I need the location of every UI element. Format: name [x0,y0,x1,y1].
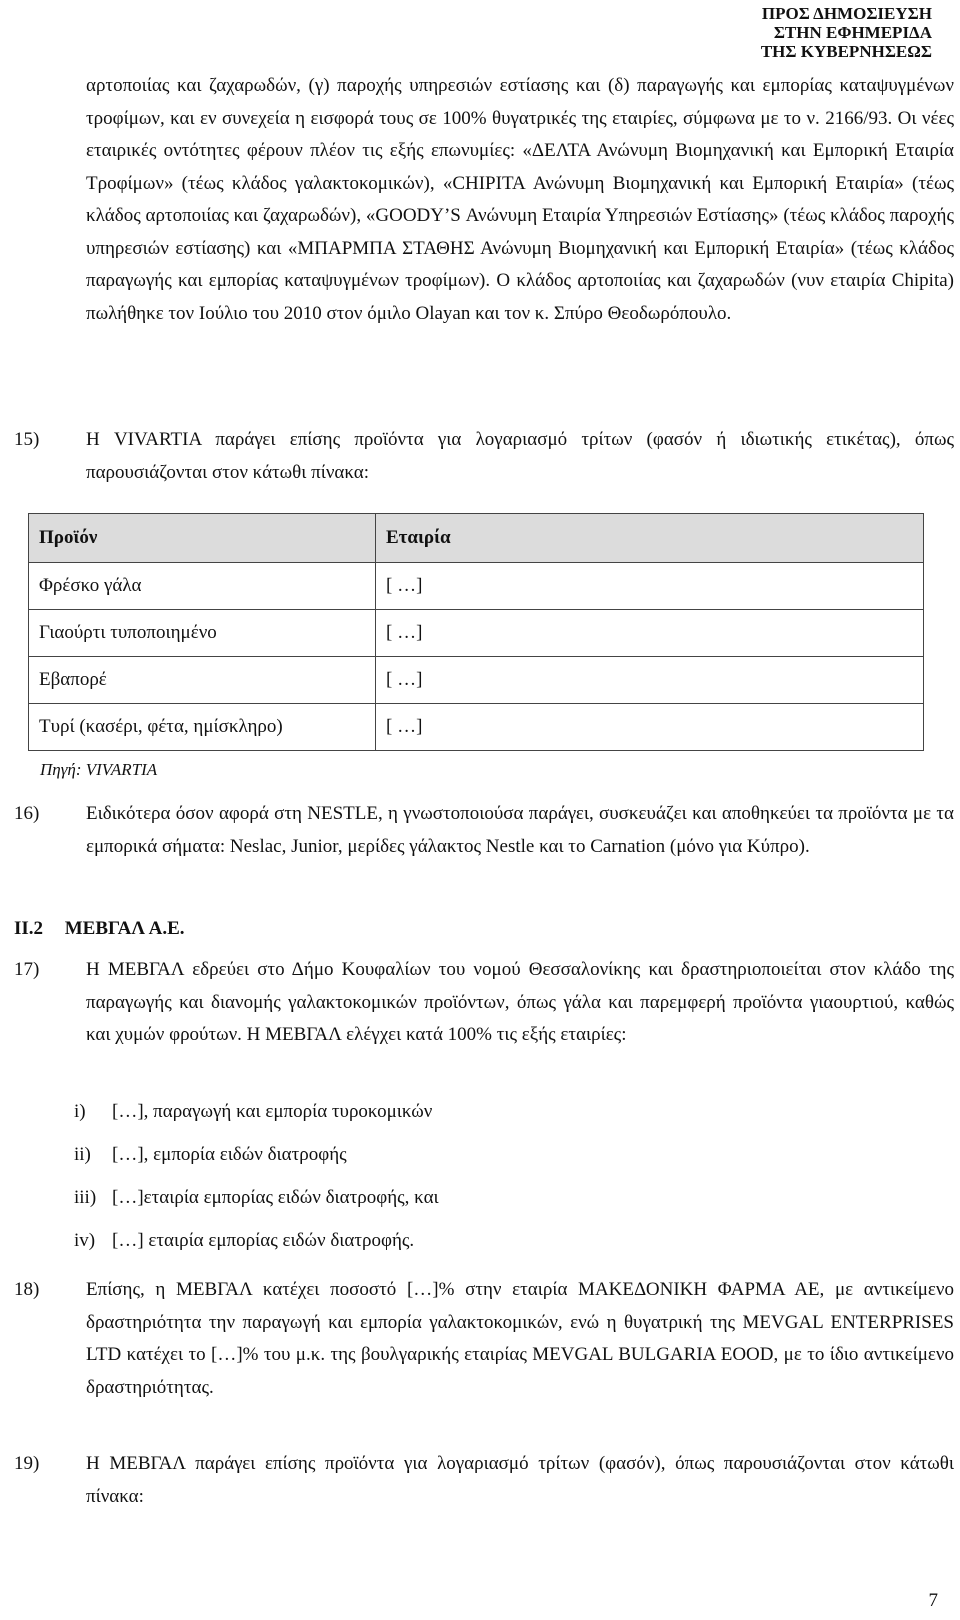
intro-paragraph: αρτοποιίας και ζαχαρωδών, (γ) παροχής υπηρεσιών εστίασης και (δ) παραγωγής και εμπορίας καταψυγμένων τροφίμων, και εν συνεχεία η εισφορά τους σε 100% θυγατρικές της εταιρίες, σύμφωνα με το ν. 2166/93. Οι νέες εταιρικές οντότητες φέρουν πλέον τις εξής επωνυμίες: «ΔΕΛΤΑ Ανώνυμη Βιομηχανική και Εμπορική Εταιρία Τροφίμων» (τέως κλάδος γαλακτοκομικών), «CHIPITA Ανώνυμη Βιομηχανική και Εμπορική Εταιρία» (τέως κλάδος αρτοποιίας και ζαχαρωδών), «GOODY’S Ανώνυμη Εταιρία Υπηρεσιών Εστίασης» (τέως κλάδος παροχής υπηρεσιών εστίασης) και «ΜΠΑΡΜΠΑ ΣΤΑΘΗΣ Ανώνυμη Βιομηχανική και Εμπορική Εταιρία» (τέως κλάδος παραγωγής και εμπορίας καταψυγμένων τροφίμων). Ο κλάδος αρτοποιίας και ζαχαρωδών (νυν εταιρία Chipita) πωλήθηκε τον Ιούλιο του 2010 στον όμιλο Olayan και τον κ. Σπύρο Θεοδωρόπουλο. [86,75,954,324]
subitem [74,1227,414,1255]
product-cell: Εβαπορέ [29,657,376,704]
subitem-number: i) [74,1101,86,1122]
subitem-text: […]εταιρία εμπορίας ειδών διατροφής, και [112,1187,439,1208]
table-row [29,610,924,657]
column-header-company: Εταιρία [376,514,924,563]
table-header-row [29,514,924,563]
paragraph-text: Ειδικότερα όσον αφορά στη NESTLE, η γνωστοποιούσα παράγει, συσκευάζει και αποθηκεύει τα προϊόντα με τα εμπορικά σήματα: Neslac, Junior, μερίδες γάλακτος Nestle και το Carnation (μόνο για Κύπρο). [86,803,954,857]
paragraph-number: 15) [14,429,40,450]
header-line-2: ΣΤΗΝ ΕΦΗΜΕΡΙΔΑ [773,23,932,42]
company-cell: [ …] [376,657,924,704]
paragraph-number: 16) [14,803,40,824]
section-number: ΙΙ.2 [14,918,44,939]
table-source: Πηγή: VIVARTIA [40,760,158,779]
header-line-1: ΠΡΟΣ ΔΗΜΟΣΙΕΥΣΗ [761,4,932,23]
paragraph-text: Επίσης, η ΜΕΒΓΑΛ κατέχει ποσοστό […]% στην εταιρία ΜΑΚΕΔΟΝΙΚΗ ΦΑΡΜΑ ΑΕ, με αντικείμενο δραστηριότητα την παραγωγή και εμπορία γαλακτοκομικών, ενώ η θυγατρική της MEVGAL ENTERPRISES LTD κατέχει το […]% του μ.κ. της βουλγαρικής εταιρίας MEVGAL BULGARIA EOOD, με το ίδιο αντικείμενο δραστηριότητας. [86,1279,954,1398]
company-cell: [ …] [376,610,924,657]
paragraph-number: 18) [14,1279,40,1300]
paragraph-17 [14,954,954,1052]
subitem [74,1098,432,1126]
paragraph-18 [14,1274,954,1404]
company-cell: [ …] [376,563,924,610]
product-cell: Τυρί (κασέρι, φέτα, ημίσκληρο) [29,704,376,751]
table-row [29,657,924,704]
products-table [28,513,924,751]
company-cell: [ …] [376,704,924,751]
subitem-number: iii) [74,1187,97,1208]
product-cell: Φρέσκο γάλα [29,563,376,610]
section-title: ΜΕΒΓΑΛ Α.Ε. [64,918,185,939]
subitem-text: […], παραγωγή και εμπορία τυροκομικών [112,1101,433,1122]
table-row [29,563,924,610]
paragraph-19 [14,1448,954,1513]
page-number: 7 [928,1590,938,1611]
paragraph-text: Η VIVARTIA παράγει επίσης προϊόντα για λογαριασμό τρίτων (φασόν ή ιδιωτικής ετικέτας), όπως παρουσιάζονται στον κάτωθι πίνακα: [86,429,954,483]
subitem [74,1184,439,1212]
header-line-3: ΤΗΣ ΚΥΒΕΡΝΗΣΕΩΣ [760,42,932,61]
paragraph-number: 19) [14,1453,40,1474]
publication-header [761,4,932,61]
subitem-text: […] εταιρία εμπορίας ειδών διατροφής. [112,1230,415,1251]
paragraph-number: 17) [14,959,40,980]
subitem-text: […], εμπορία ειδών διατροφής [112,1144,347,1165]
paragraph-text: Η ΜΕΒΓΑΛ παράγει επίσης προϊόντα για λογαριασμό τρίτων (φασόν), όπως παρουσιάζονται στον κάτωθι πίνακα: [86,1453,954,1507]
subitem-number: iv) [74,1230,96,1251]
paragraph-16 [14,798,954,863]
section-heading [14,918,185,940]
subitem [74,1141,347,1169]
paragraph-text: Η ΜΕΒΓΑΛ εδρεύει στο Δήμο Κουφαλίων του νομού Θεσσαλονίκης και δραστηριοποιείται στον κλάδο της παραγωγής και διανομής γαλακτοκομικών προϊόντων, όπως γάλα και παρεμφερή προϊόντα γιαουρτιού, καθώς και χυμών φρούτων. Η ΜΕΒΓΑΛ ελέγχει κατά 100% τις εξής εταιρίες: [86,959,954,1045]
subitem-number: ii) [74,1144,91,1165]
table-row [29,704,924,751]
paragraph-15 [14,424,954,489]
product-cell: Γιαούρτι τυποποιημένο [29,610,376,657]
column-header-product: Προϊόν [29,514,376,563]
